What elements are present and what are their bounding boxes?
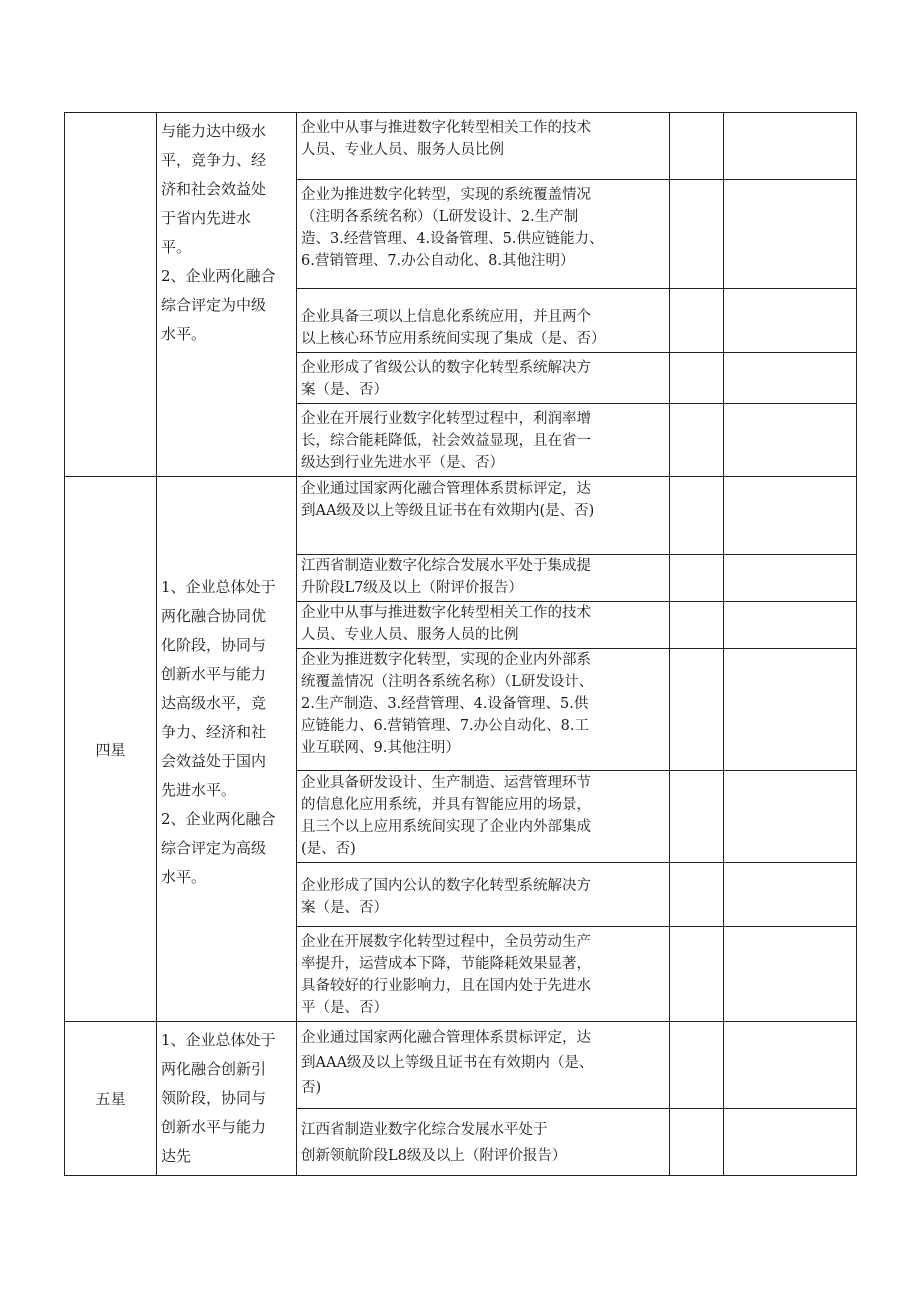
note-cell[interactable] <box>724 602 857 649</box>
score-cell[interactable] <box>670 180 724 289</box>
condition-cell: 1、企业总体处于 两化融合协同优 化阶段，协同与 创新水平与能力 达高级水平，竞 争力、经济和社 会效益处于国内 先进水平。 2、企业两化融合 综合评定为高级 水平。 <box>157 477 297 1022</box>
criterion-cell: 江西省制造业数字化综合发展水平处于集成提 升阶段L7级及以上（附评价报告） <box>297 555 670 602</box>
note-cell[interactable] <box>724 863 857 927</box>
condition-cell: 1、企业总体处于 两化融合创新引 领阶段，协同与 创新水平与能力 达先 <box>157 1022 297 1176</box>
score-cell[interactable] <box>670 555 724 602</box>
score-cell[interactable] <box>670 477 724 555</box>
score-cell[interactable] <box>670 353 724 404</box>
score-cell[interactable] <box>670 927 724 1022</box>
score-cell[interactable] <box>670 771 724 863</box>
note-cell[interactable] <box>724 555 857 602</box>
note-cell[interactable] <box>724 1022 857 1109</box>
star-level-cell: 五星 <box>65 1022 157 1176</box>
score-cell[interactable] <box>670 113 724 180</box>
star-level-cell <box>65 113 157 477</box>
score-cell[interactable] <box>670 1109 724 1176</box>
note-cell[interactable] <box>724 927 857 1022</box>
note-cell[interactable] <box>724 771 857 863</box>
criterion-cell: 企业形成了省级公认的数字化转型系统解决方 案（是、否） <box>297 353 670 404</box>
note-cell[interactable] <box>724 649 857 771</box>
score-cell[interactable] <box>670 404 724 477</box>
table-row <box>65 1022 857 1109</box>
note-cell[interactable] <box>724 404 857 477</box>
note-cell[interactable] <box>724 1109 857 1176</box>
criterion-cell: 企业形成了国内公认的数字化转型系统解决方 案（是、否） <box>297 863 670 927</box>
evaluation-table <box>64 112 857 1176</box>
criterion-cell: 企业中从事与推进数字化转型相关工作的技术 人员、专业人员、服务人员比例 <box>297 113 670 180</box>
score-cell[interactable] <box>670 289 724 353</box>
score-cell[interactable] <box>670 863 724 927</box>
score-cell[interactable] <box>670 1022 724 1109</box>
criterion-cell: 企业在开展行业数字化转型过程中，利润率增 长，综合能耗降低，社会效益显现，且在省一 级达到行业先进水平（是、否） <box>297 404 670 477</box>
score-cell[interactable] <box>670 602 724 649</box>
star-level-cell: 四星 <box>65 477 157 1022</box>
criterion-cell: 企业为推进数字化转型，实现的系统覆盖情况 （注明各系统名称）（L研发设计、2.生产制 造、3.经营管理、4.设备管理、5.供应链能力、 6.营销管理、7.办公自动化、8.其他注明） <box>297 180 670 289</box>
score-cell[interactable] <box>670 649 724 771</box>
note-cell[interactable] <box>724 289 857 353</box>
criterion-cell: 企业中从事与推进数字化转型相关工作的技术 人员、专业人员、服务人员的比例 <box>297 602 670 649</box>
criterion-cell: 企业通过国家两化融合管理体系贯标评定，达 到AA级及以上等级且证书在有效期内(是、否) <box>297 477 670 555</box>
criterion-cell: 江西省制造业数字化综合发展水平处于 创新领航阶段L8级及以上（附评价报告） <box>297 1109 670 1176</box>
criterion-cell: 企业通过国家两化融合管理体系贯标评定，达 到AAA级及以上等级且证书在有效期内（是、 否) <box>297 1022 670 1109</box>
table-row <box>65 113 857 180</box>
table-row <box>65 477 857 555</box>
criterion-cell: 企业具备三项以上信息化系统应用，并且两个 以上核心环节应用系统间实现了集成（是、否） <box>297 289 670 353</box>
criterion-cell: 企业具备研发设计、生产制造、运营管理环节 的信息化应用系统，并具有智能应用的场景， 且三个以上应用系统间实现了企业内外部集成 (是、否) <box>297 771 670 863</box>
condition-cell: 与能力达中级水 平，竞争力、经 济和社会效益处 于省内先进水 平。 2、企业两化融合 综合评定为中级 水平。 <box>157 113 297 477</box>
note-cell[interactable] <box>724 477 857 555</box>
note-cell[interactable] <box>724 113 857 180</box>
note-cell[interactable] <box>724 180 857 289</box>
criterion-cell: 企业为推进数字化转型，实现的企业内外部系 统覆盖情况（注明各系统名称）（L研发设计、 2.生产制造、3.经营管理、4.设备管理、5.供 应链能力、6.营销管理、7.办公自动化、8.工 业互联网、9.其他注明） <box>297 649 670 771</box>
criterion-cell: 企业在开展数字化转型过程中，全员劳动生产 率提升，运营成本下降，节能降耗效果显著， 具备较好的行业影响力，且在国内处于先进水 平（是、否） <box>297 927 670 1022</box>
note-cell[interactable] <box>724 353 857 404</box>
